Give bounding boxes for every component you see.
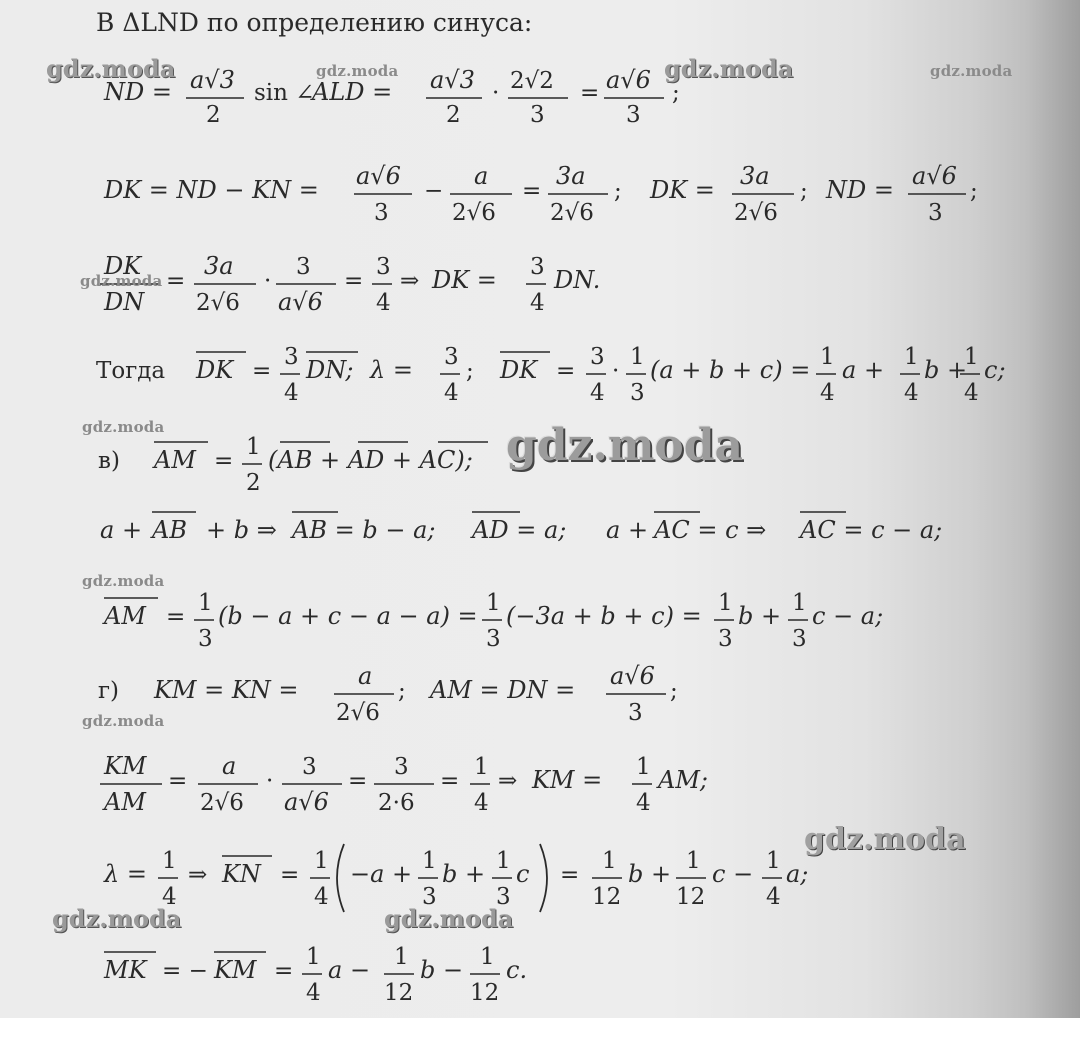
formula-ab-ac <box>0 498 1040 578</box>
svg-text:=: = <box>166 604 186 630</box>
svg-text:a√6: a√6 <box>606 66 651 94</box>
svg-text:3: 3 <box>284 344 299 370</box>
svg-text:a +: a + <box>100 516 143 544</box>
svg-text:1: 1 <box>394 944 409 970</box>
svg-text:4: 4 <box>376 290 391 316</box>
svg-text:a: a <box>474 162 489 190</box>
svg-text:3: 3 <box>422 884 437 910</box>
svg-text:DN.: DN. <box>554 266 601 294</box>
svg-text:DN;: DN; <box>306 356 354 384</box>
svg-text:1: 1 <box>306 944 321 970</box>
svg-text:1: 1 <box>636 754 651 780</box>
svg-text:c;: c; <box>984 356 1006 384</box>
svg-text:⇒: ⇒ <box>400 268 420 294</box>
watermark-large: gdz.moda <box>506 420 744 471</box>
svg-text:12: 12 <box>676 884 706 910</box>
svg-text:1: 1 <box>480 944 495 970</box>
svg-text:−: − <box>424 178 444 204</box>
formula-dk <box>0 150 1040 230</box>
svg-text:3: 3 <box>630 380 645 406</box>
formula-mk-vector <box>0 930 1040 1010</box>
svg-text:4: 4 <box>314 884 329 910</box>
svg-text:a −: a − <box>328 956 371 984</box>
svg-text:3: 3 <box>626 102 641 128</box>
svg-text:=: = <box>214 448 234 474</box>
svg-text:a√6: a√6 <box>356 162 401 190</box>
svg-text:1: 1 <box>904 344 919 370</box>
svg-text:AC = c − a;: AC = c − a; <box>800 516 943 544</box>
svg-text:1: 1 <box>820 344 835 370</box>
watermark: gdz.moda <box>384 904 514 933</box>
svg-text:4: 4 <box>444 380 459 406</box>
svg-text:4: 4 <box>306 980 321 1006</box>
svg-text:⇒: ⇒ <box>498 768 518 794</box>
watermark: gdz.moda <box>930 62 1013 80</box>
svg-text:2√6: 2√6 <box>196 290 240 316</box>
svg-text:=: = <box>168 768 188 794</box>
watermark: gdz.moda <box>82 572 165 590</box>
svg-text:AM: AM <box>154 446 196 474</box>
svg-text:a: a <box>222 752 237 780</box>
svg-text:c − a;: c − a; <box>812 602 884 630</box>
watermark: gdz.moda <box>46 54 176 83</box>
svg-text:3: 3 <box>302 754 317 780</box>
svg-text:Тогда: Тогда <box>96 358 166 384</box>
svg-text:1: 1 <box>314 848 329 874</box>
svg-text:4: 4 <box>474 790 489 816</box>
watermark: gdz.moda <box>804 822 966 857</box>
svg-text:3: 3 <box>628 700 643 726</box>
svg-text:AM: AM <box>104 602 146 630</box>
svg-text:1: 1 <box>686 848 701 874</box>
svg-text:2√6: 2√6 <box>336 700 380 726</box>
svg-text:=: = <box>522 178 542 204</box>
svg-text:;: ; <box>466 358 474 384</box>
svg-text:4: 4 <box>590 380 605 406</box>
svg-text:MK: MK <box>104 956 147 984</box>
svg-text:=: = <box>280 862 300 888</box>
svg-text:=: = <box>556 358 576 384</box>
svg-text:;: ; <box>970 178 978 204</box>
svg-text:a√3: a√3 <box>190 66 235 94</box>
svg-text:λ =: λ = <box>370 356 413 384</box>
svg-text:KM =: KM = <box>532 766 603 794</box>
svg-text:2√6: 2√6 <box>550 200 594 226</box>
svg-text:3: 3 <box>590 344 605 370</box>
svg-text:1: 1 <box>422 848 437 874</box>
svg-text:c: c <box>516 860 530 888</box>
svg-text:AB = b − a;: AB = b − a; <box>292 516 436 544</box>
svg-text:AB: AB <box>152 516 187 544</box>
svg-text:a√3: a√3 <box>430 66 475 94</box>
svg-text:1: 1 <box>964 344 979 370</box>
svg-text:3: 3 <box>718 626 733 652</box>
svg-text:ND =: ND = <box>826 176 894 204</box>
svg-text:b +: b + <box>738 602 782 630</box>
svg-text:=: = <box>348 768 368 794</box>
svg-text:sin ∠: sin ∠ <box>254 80 315 106</box>
svg-text:3: 3 <box>530 254 545 280</box>
svg-text:=: = <box>274 958 294 984</box>
svg-text:DK =: DK = <box>650 176 715 204</box>
svg-text:1: 1 <box>718 590 733 616</box>
svg-text:4: 4 <box>964 380 979 406</box>
watermark: gdz.moda <box>82 712 165 730</box>
svg-text:2·6: 2·6 <box>378 790 415 816</box>
svg-text:4: 4 <box>530 290 545 316</box>
svg-text:2√6: 2√6 <box>200 790 244 816</box>
svg-text:4: 4 <box>162 884 177 910</box>
svg-text:=: = <box>252 358 272 384</box>
watermark: gdz.moda <box>316 62 399 80</box>
svg-text:3: 3 <box>374 200 389 226</box>
svg-text:λ =: λ = <box>104 860 147 888</box>
svg-text:·: · <box>612 358 620 384</box>
svg-text:3: 3 <box>296 254 311 280</box>
svg-text:3: 3 <box>792 626 807 652</box>
watermark: gdz.moda <box>664 54 794 83</box>
svg-text:DK: DK <box>196 356 234 384</box>
svg-text:DK: DK <box>104 252 142 280</box>
svg-text:12: 12 <box>592 884 622 910</box>
svg-text:a: a <box>358 662 373 690</box>
svg-text:=: = <box>166 268 186 294</box>
svg-text:AC = c ⇒: AC = c ⇒ <box>654 516 767 544</box>
svg-text:1: 1 <box>162 848 177 874</box>
svg-text:1: 1 <box>474 754 489 780</box>
svg-text:3: 3 <box>496 884 511 910</box>
svg-text:=: = <box>440 768 460 794</box>
svg-text:AM: AM <box>104 788 146 816</box>
svg-text:AM;: AM; <box>658 766 708 794</box>
svg-text:3a: 3a <box>556 162 586 190</box>
svg-text:;: ; <box>614 178 622 204</box>
heading: В ΔLND по определению синуса: <box>96 8 533 37</box>
svg-text:;: ; <box>672 80 680 106</box>
svg-text:c.: c. <box>506 956 528 984</box>
svg-text:a√6: a√6 <box>912 162 957 190</box>
svg-text:a√6: a√6 <box>610 662 655 690</box>
svg-text:=: = <box>580 80 600 106</box>
svg-text:b +: b + <box>628 860 672 888</box>
svg-text:1: 1 <box>766 848 781 874</box>
watermark: gdz.moda <box>52 904 182 933</box>
svg-text:1: 1 <box>246 434 261 460</box>
svg-text:2: 2 <box>446 102 461 128</box>
svg-text:3: 3 <box>376 254 391 280</box>
svg-text:2: 2 <box>246 470 261 496</box>
svg-text:4: 4 <box>820 380 835 406</box>
svg-text:c −: c − <box>712 860 754 888</box>
svg-text:4: 4 <box>904 380 919 406</box>
svg-text:DK =: DK = <box>432 266 497 294</box>
svg-text:4: 4 <box>636 790 651 816</box>
svg-text:AD = a;: AD = a; <box>472 516 567 544</box>
svg-text:1: 1 <box>486 590 501 616</box>
svg-text:KM: KM <box>104 752 147 780</box>
svg-text:+ b ⇒: + b ⇒ <box>206 516 277 544</box>
svg-text:(AB + AD + AC);: (AB + AD + AC); <box>268 446 473 474</box>
svg-text:3a: 3a <box>204 252 234 280</box>
formula-dk-vector <box>0 330 1040 410</box>
svg-text:г): г) <box>98 678 120 704</box>
svg-text:=: = <box>344 268 364 294</box>
svg-text:AM = DN =: AM = DN = <box>430 676 576 704</box>
svg-text:12: 12 <box>384 980 414 1006</box>
svg-text:3: 3 <box>394 754 409 780</box>
svg-text:= −: = − <box>162 958 208 984</box>
svg-text:1: 1 <box>496 848 511 874</box>
svg-text:b −: b − <box>420 956 464 984</box>
svg-text:2√6: 2√6 <box>452 200 496 226</box>
svg-text:1: 1 <box>792 590 807 616</box>
svg-text:a√6: a√6 <box>278 288 323 316</box>
svg-text:в): в) <box>98 448 120 474</box>
svg-text:a;: a; <box>786 860 809 888</box>
svg-text:3: 3 <box>928 200 943 226</box>
watermark: gdz.moda <box>80 272 163 290</box>
svg-text:;: ; <box>670 678 678 704</box>
svg-text:2√6: 2√6 <box>734 200 778 226</box>
svg-text:3: 3 <box>198 626 213 652</box>
svg-text:1: 1 <box>602 848 617 874</box>
svg-text:12: 12 <box>470 980 500 1006</box>
svg-text:b +: b + <box>442 860 486 888</box>
svg-text:;: ; <box>398 678 406 704</box>
svg-text:KN: KN <box>222 860 261 888</box>
svg-text:ND =: ND = <box>104 78 172 106</box>
formula-ratio-km <box>0 740 1040 820</box>
svg-text:3: 3 <box>444 344 459 370</box>
svg-text:=: = <box>560 862 580 888</box>
svg-text:3: 3 <box>486 626 501 652</box>
svg-text:4: 4 <box>766 884 781 910</box>
svg-text:1: 1 <box>198 590 213 616</box>
svg-text:⇒: ⇒ <box>188 862 208 888</box>
svg-text:ALD =: ALD = <box>312 78 393 106</box>
svg-text:a +: a + <box>606 516 649 544</box>
svg-text:2: 2 <box>206 102 221 128</box>
svg-text:3a: 3a <box>740 162 770 190</box>
svg-text:·: · <box>492 80 500 106</box>
svg-text:a√6: a√6 <box>284 788 329 816</box>
watermark: gdz.moda <box>82 418 165 436</box>
svg-text:1: 1 <box>630 344 645 370</box>
svg-text:(−3a + b + c) =: (−3a + b + c) = <box>506 602 702 630</box>
svg-text:DN: DN <box>104 288 145 316</box>
svg-text:DK: DK <box>500 356 538 384</box>
svg-text:3: 3 <box>530 102 545 128</box>
svg-text:b +: b + <box>924 356 968 384</box>
svg-text:KM: KM <box>214 956 257 984</box>
svg-text:(a + b + c) =: (a + b + c) = <box>650 356 811 384</box>
svg-text:·: · <box>266 768 274 794</box>
svg-text:DK = ND − KN =: DK = ND − KN = <box>104 176 319 204</box>
svg-text:·: · <box>264 268 272 294</box>
svg-text:;: ; <box>800 178 808 204</box>
svg-text:−a +: −a + <box>350 860 413 888</box>
svg-text:(b − a + c − a − a) =: (b − a + c − a − a) = <box>218 602 478 630</box>
svg-text:KM = KN =: KM = KN = <box>154 676 299 704</box>
svg-text:a +: a + <box>842 356 885 384</box>
svg-text:2√2: 2√2 <box>510 68 554 94</box>
svg-text:4: 4 <box>284 380 299 406</box>
